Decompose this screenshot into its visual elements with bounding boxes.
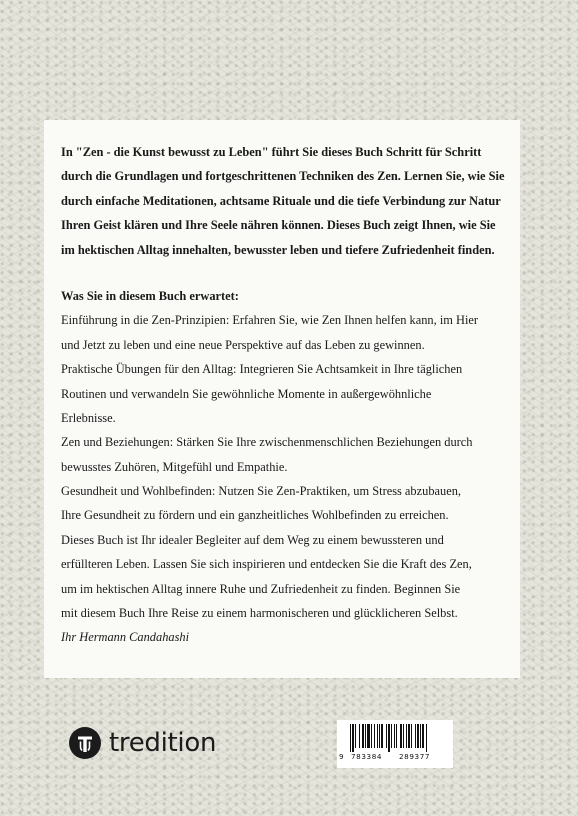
body-line: erfüllteren Leben. Lassen Sie sich inspirieren und entdecken Sie die Kraft des Zen, bbox=[61, 557, 472, 572]
barcode-bar bbox=[400, 724, 402, 748]
barcode-bar bbox=[377, 724, 378, 748]
tredition-logo-icon bbox=[69, 727, 101, 759]
barcode-bar bbox=[381, 724, 383, 748]
body-line: Praktische Übungen für den Alltag: Integrieren Sie Achtsamkeit in Ihre täglichen bbox=[61, 362, 463, 377]
intro-line: durch einfache Meditationen, achtsame Rituale und die tiefe Verbindung zur Natur bbox=[61, 193, 501, 208]
body-paragraph bbox=[61, 308, 504, 625]
barcode-bar bbox=[391, 724, 392, 748]
barcode-bar bbox=[371, 724, 372, 748]
author-signature: Ihr Hermann Candahashi bbox=[61, 630, 190, 645]
back-cover-text-panel bbox=[44, 120, 520, 678]
section-heading: Was Sie in diesem Buch erwartet: bbox=[61, 288, 239, 303]
barcode-bar bbox=[406, 724, 407, 748]
barcode-bar bbox=[388, 724, 390, 752]
barcode-digit-first: 9 bbox=[339, 752, 344, 761]
paragraph-gap bbox=[61, 262, 504, 284]
barcode-bar bbox=[417, 724, 419, 748]
body-line: Ihre Gesundheit zu fördern und ein ganzheitliches Wohlbefinden zu erreichen. bbox=[61, 508, 449, 523]
intro-line: In "Zen - die Kunst bewusst zu Leben" führt Sie dieses Buch Schritt für Schritt bbox=[61, 145, 482, 159]
publisher-logo bbox=[69, 726, 216, 760]
intro-paragraph bbox=[61, 140, 504, 262]
intro-line: im hektischen Alltag innehalten, bewusster leben und tiefere Zufriedenheit finden. bbox=[61, 242, 495, 257]
body-line: Einführung in die Zen-Prinzipien: Erfahren Sie, wie Zen Ihnen helfen kann, im Hier bbox=[61, 313, 479, 328]
barcode-bar bbox=[355, 724, 356, 748]
body-line: Erlebnisse. bbox=[61, 410, 116, 425]
intro-line: Ihren Geist klären und Ihre Seele nähren können. Dieses Buch zeigt Ihnen, wie Sie bbox=[61, 218, 496, 233]
barcode-bar bbox=[403, 724, 404, 748]
barcode-bar bbox=[396, 724, 397, 748]
body-line: um im hektischen Alltag innere Ruhe und Zufriedenheit zu finden. Beginnen Sie bbox=[61, 581, 461, 596]
barcode-bar bbox=[350, 724, 351, 752]
body-line: bewusstes Zuhören, Mitgefühl und Empathie. bbox=[61, 459, 288, 474]
barcode-bar bbox=[359, 724, 360, 748]
barcode-digits-right: 289377 bbox=[399, 752, 431, 761]
barcode-bar bbox=[362, 724, 364, 748]
barcode-bar bbox=[426, 724, 427, 752]
barcode-bar bbox=[420, 724, 421, 748]
barcode-bar bbox=[415, 724, 416, 748]
publisher-name: tredition bbox=[109, 728, 217, 758]
barcode-bar bbox=[367, 724, 370, 748]
body-line: mit diesem Buch Ihre Reise zu einem harmonischeren und glücklicheren Selbst. bbox=[61, 606, 458, 621]
barcode-bar bbox=[386, 724, 387, 748]
body-line: Routinen und verwandeln Sie gewöhnliche Momente in außergewöhnliche bbox=[61, 386, 432, 401]
barcode-bar bbox=[352, 724, 354, 752]
barcode-bar bbox=[408, 724, 410, 748]
body-line: Zen und Beziehungen: Stärken Sie Ihre zwischenmenschlichen Beziehungen durch bbox=[61, 435, 473, 450]
isbn-barcode bbox=[337, 720, 453, 768]
barcode-bar bbox=[422, 724, 424, 748]
intro-line: durch die Grundlagen und fortgeschrittenen Techniken des Zen. Lernen Sie, wie Sie bbox=[61, 169, 505, 184]
barcode-bar bbox=[374, 724, 375, 748]
barcode-bars bbox=[342, 724, 448, 752]
barcode-bar bbox=[379, 724, 380, 748]
body-line: Dieses Buch ist Ihr idealer Begleiter auf dem Weg zu einem bewussteren und bbox=[61, 532, 444, 547]
barcode-bar bbox=[394, 724, 395, 748]
barcode-bar bbox=[411, 724, 412, 748]
body-line: Gesundheit und Wohlbefinden: Nutzen Sie Zen-Praktiken, um Stress abzubauen, bbox=[61, 484, 462, 499]
barcode-digits-left: 783384 bbox=[351, 752, 383, 761]
body-line: und Jetzt zu leben und eine neue Perspektive auf das Leben zu gewinnen. bbox=[61, 337, 425, 352]
barcode-bar bbox=[365, 724, 366, 748]
